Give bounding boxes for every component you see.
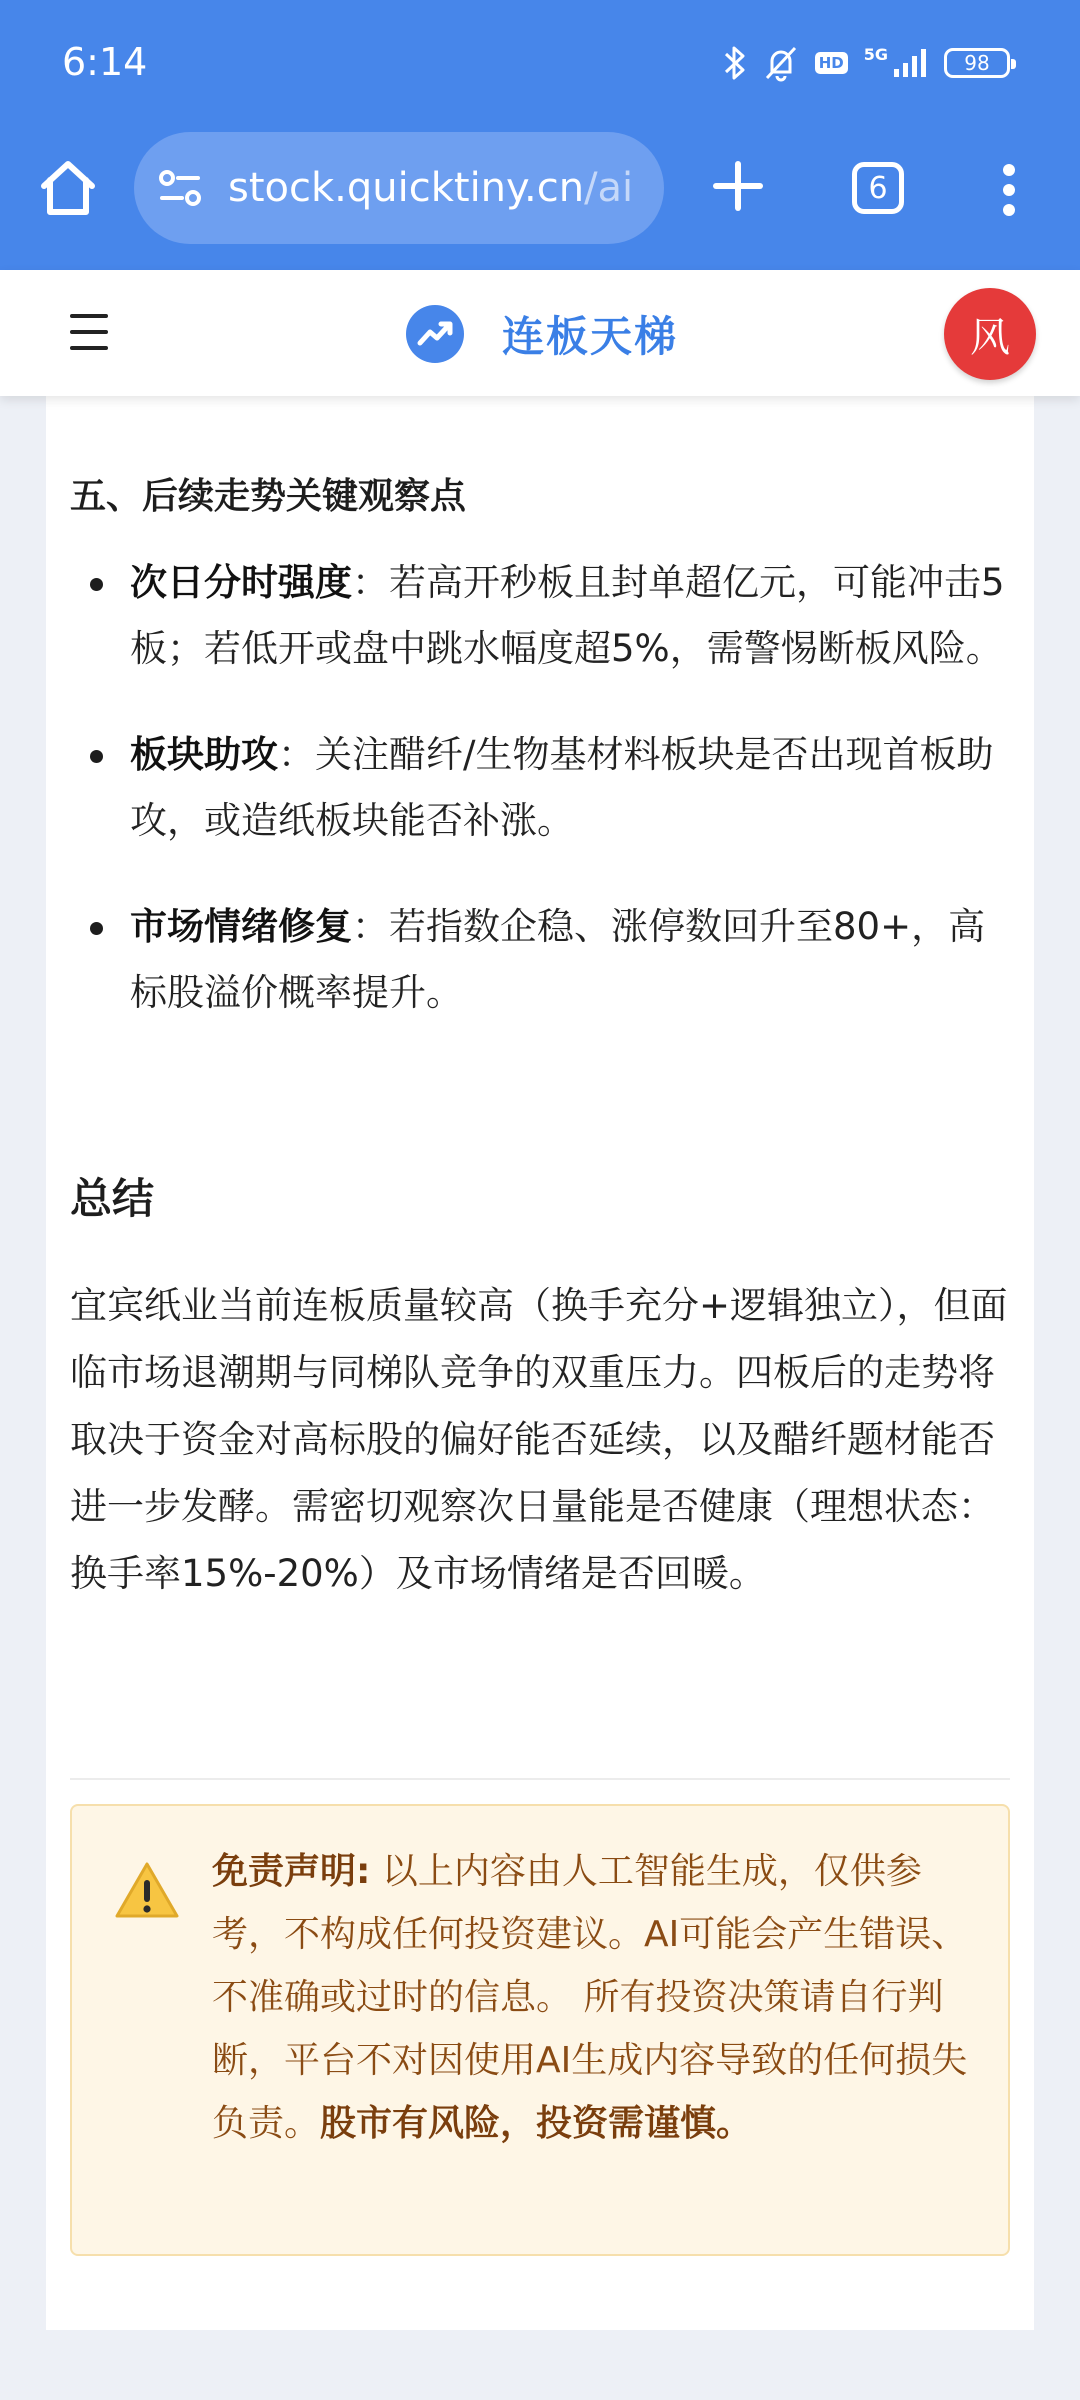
network-type: 5G (863, 45, 888, 64)
more-vert-icon (994, 160, 1024, 220)
disclaimer-box (70, 1804, 1010, 2256)
tab-switcher-button[interactable]: 6 (852, 162, 904, 214)
home-icon (36, 156, 100, 220)
disclaimer-body: 以上内容由人工智能生成，仅供参考，不构成任何投资建议。AI可能会产生错误、不准确或过时的信息。 所有投资决策请自行判断，平台不对因使用AI生成内容导致的任何损失负责。 (212, 1851, 968, 2144)
battery-icon: 98 (944, 48, 1010, 78)
home-button[interactable] (36, 156, 100, 220)
brand-name: 连板天梯 (502, 312, 679, 361)
url-path: /ai (584, 165, 634, 211)
status-icons (723, 44, 1010, 82)
address-bar[interactable] (134, 132, 664, 244)
url-text[interactable] (228, 165, 633, 211)
menu-icon-line (70, 330, 108, 334)
menu-icon-line (70, 314, 108, 318)
bullet-text: ：关注醋纤/生物基材料板块是否出现首板助攻，或造纸板块能否补涨。 (130, 733, 994, 842)
list-item (70, 894, 1010, 1026)
list-item (70, 550, 1010, 682)
site-header (0, 270, 1080, 396)
menu-icon-line (70, 346, 108, 350)
new-tab-button[interactable] (708, 156, 768, 216)
article-card (46, 396, 1034, 2330)
observation-list (70, 550, 1010, 1066)
hd-icon: HD (815, 52, 848, 74)
bullet-text: ：若指数企稳、涨停数回升至80+，高标股溢价概率提升。 (130, 905, 986, 1014)
brand[interactable] (406, 304, 678, 364)
summary-paragraph: 宜宾纸业当前连板质量较高（换手充分+逻辑独立），但面临市场退潮期与同梯队竞争的双重压力。四板后的走势将取决于资金对高标股的偏好能否延续，以及醋纤题材能否进一步发酵。需密切观察次日量能是否健康（理想状态：换手率15%-20%）及市场情绪是否回暖。 (70, 1284, 1008, 1595)
disclaimer-label: 免责声明: (212, 1851, 371, 1892)
warning-icon (114, 1860, 180, 1920)
summary-heading: 总结 (70, 1174, 155, 1223)
divider (70, 1778, 1010, 1780)
site-settings-icon[interactable] (156, 164, 204, 212)
status-time: 6:14 (62, 40, 148, 84)
browser-chrome (0, 0, 1080, 270)
list-item (70, 722, 1010, 854)
plus-icon (708, 156, 768, 216)
hamburger-menu-button[interactable] (70, 314, 108, 350)
section-heading: 五、后续走势关键观察点 (70, 476, 467, 517)
url-domain: stock.quicktiny.cn (228, 165, 585, 211)
more-menu-button[interactable] (994, 160, 1024, 220)
bell-off-icon (763, 44, 799, 82)
bullet-text: ：若高开秒板且封单超亿元，可能冲击5板；若低开或盘中跳水幅度超5%，需警惕断板风险。 (130, 561, 1005, 670)
bullet-title: 次日分时强度 (130, 561, 352, 604)
bullet-title: 板块助攻 (130, 733, 278, 776)
disclaimer-text (212, 1840, 982, 2155)
bluetooth-icon (723, 44, 747, 82)
trending-up-icon (406, 305, 464, 363)
signal-icon (864, 47, 928, 79)
bullet-title: 市场情绪修复 (130, 905, 352, 948)
user-avatar[interactable]: 风 (944, 288, 1036, 380)
disclaimer-emphasis: 股市有风险，投资需谨慎。 (320, 2103, 753, 2144)
